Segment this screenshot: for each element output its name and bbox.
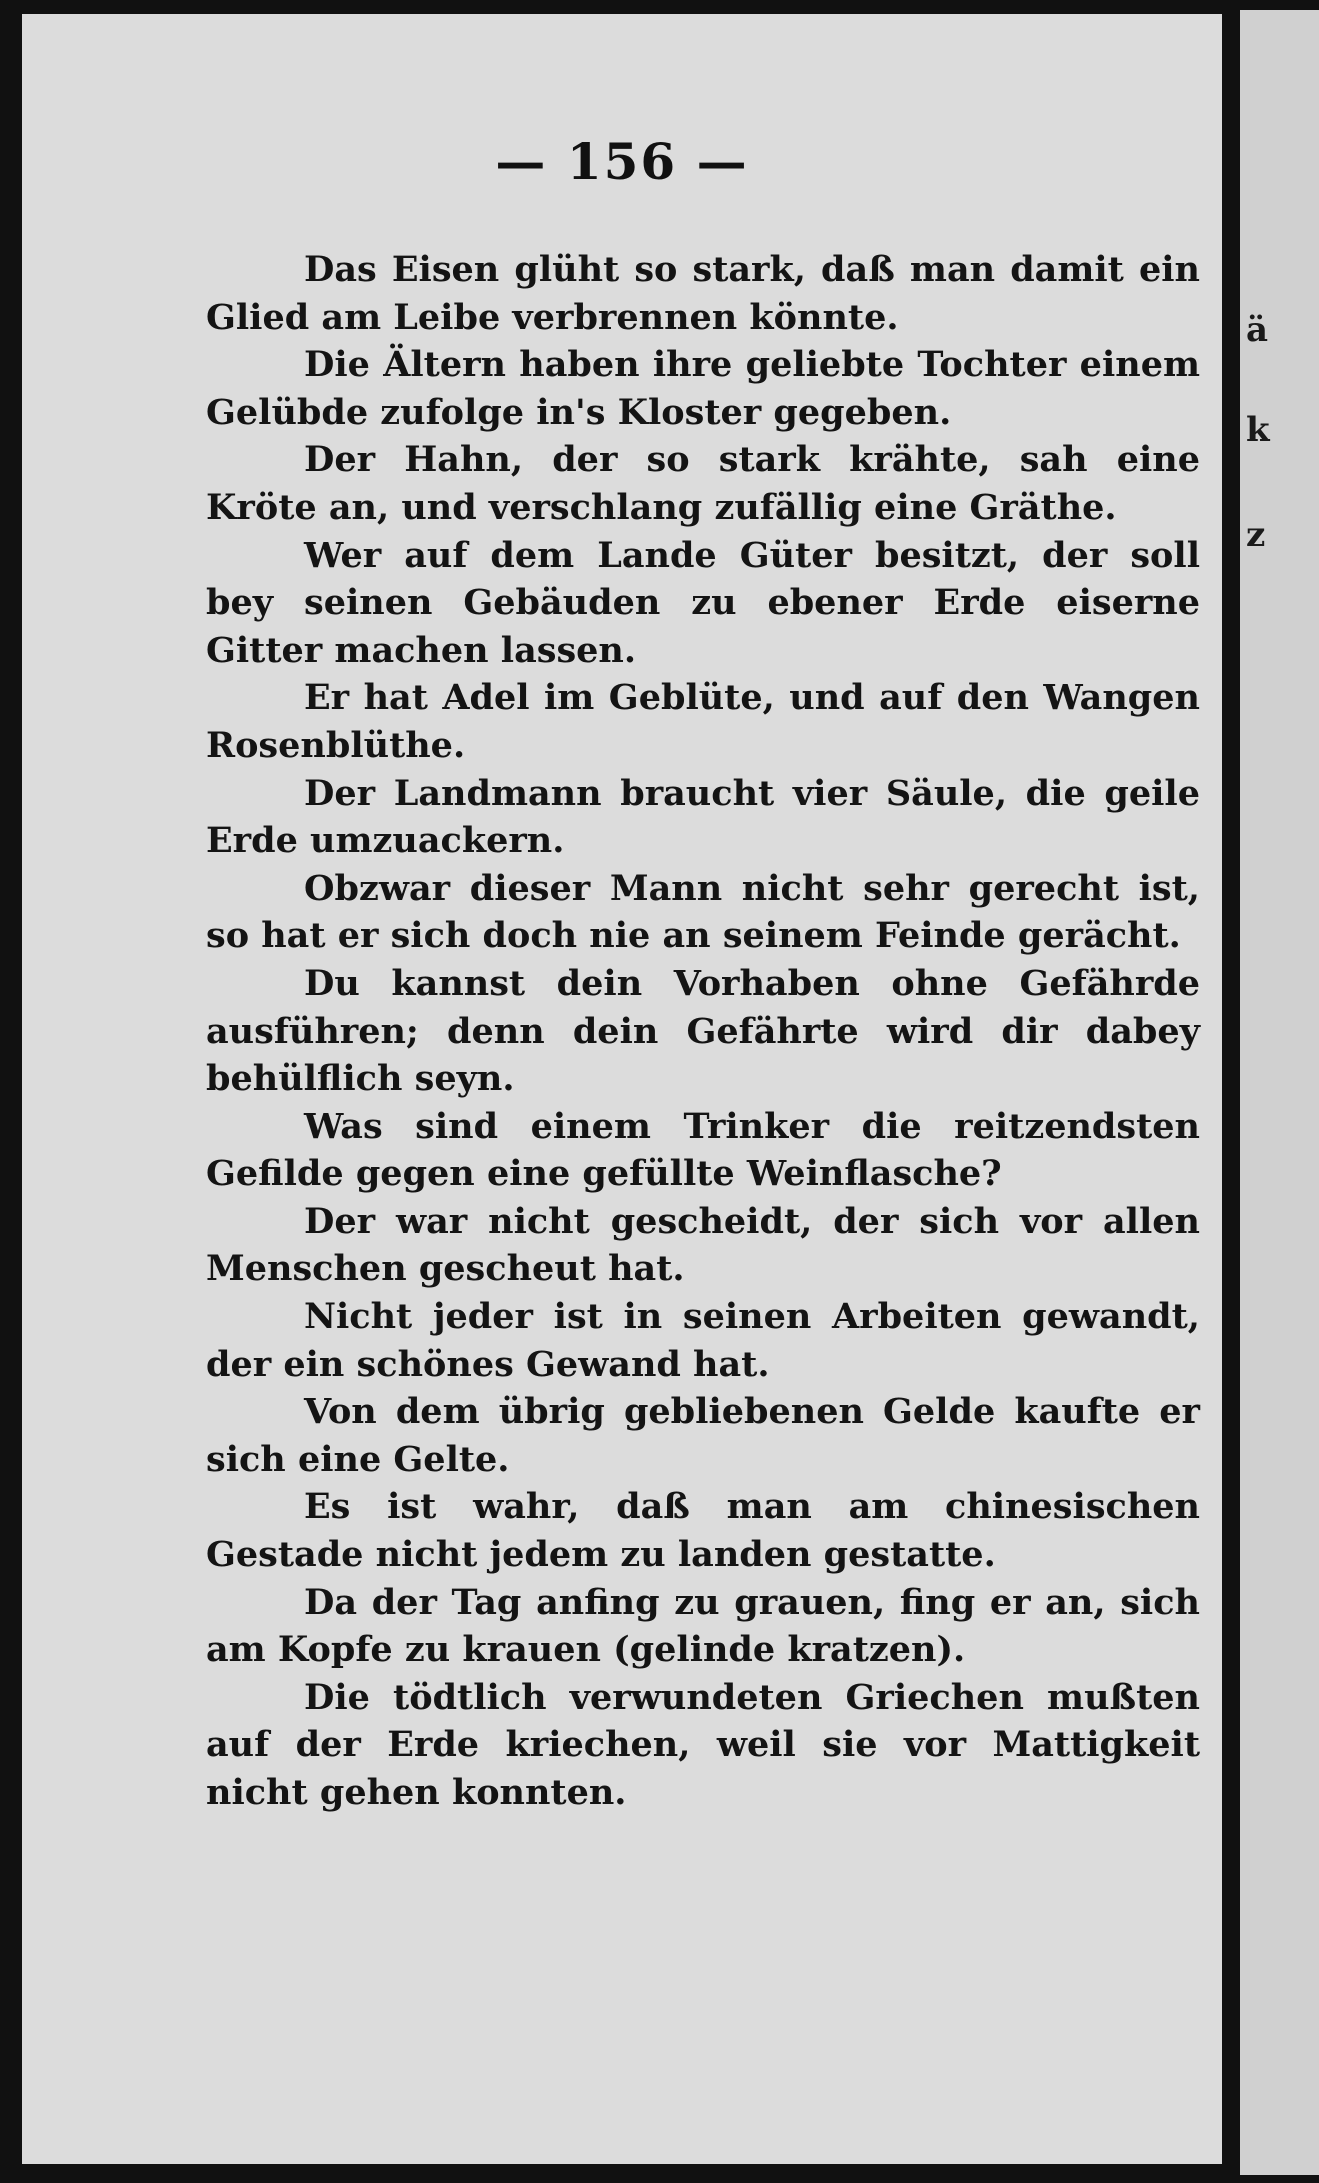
paragraph: Obzwar dieser Mann nicht sehr gerecht ist, so hat er sich doch nie an seinem Feinde gerächt. bbox=[206, 867, 1200, 957]
adjacent-page-edge bbox=[1240, 10, 1319, 2175]
paragraph: Nicht jeder ist in seinen Arbeiten gewandt, der ein schönes Gewand hat. bbox=[206, 1296, 1200, 1385]
book-page bbox=[22, 14, 1222, 2164]
paragraph: Von dem übrig gebliebenen Gelde kaufte er sich eine Gelte. bbox=[206, 1391, 1200, 1480]
paragraph: Wer auf dem Lande Güter besitzt, der soll bey seinen Gebäuden zu ebener Erde eiserne Gitter machen lassen. bbox=[206, 534, 1200, 671]
next-page-fragment: z bbox=[1246, 515, 1266, 555]
paragraph: Der Landmann braucht vier Säule, die geile Erde umzuackern. bbox=[206, 772, 1200, 862]
paragraph: Das Eisen glüht so stark, daß man damit ein Glied am Leibe verbrennen könnte. bbox=[206, 249, 1200, 338]
paragraph: Die tödtlich verwundeten Griechen mußten auf der Erde kriechen, weil sie vor Mattigkeit nicht gehen konnten. bbox=[206, 1676, 1200, 1813]
next-page-fragment: k bbox=[1246, 410, 1270, 450]
paragraph: Es ist wahr, daß man am chinesischen Gestade nicht jedem zu landen gestatte. bbox=[206, 1486, 1200, 1576]
paragraph: Der Hahn, der so stark krähte, sah eine Kröte an, und verschlang zufällig eine Gräthe. bbox=[206, 439, 1200, 528]
paragraph: Die Ältern haben ihre geliebte Tochter einem Gelübde zufolge in's Kloster gegeben. bbox=[206, 344, 1200, 433]
text-body bbox=[206, 246, 1200, 1817]
paragraph: Der war nicht gescheidt, der sich vor allen Menschen gescheut hat. bbox=[206, 1200, 1200, 1290]
paragraph: Du kannst dein Vorhaben ohne Gefährde ausführen; denn dein Gefährte wird dir dabey behülflich seyn. bbox=[206, 962, 1200, 1100]
paragraph: Er hat Adel im Geblüte, und auf den Wangen Rosenblüthe. bbox=[206, 677, 1200, 766]
next-page-fragment: ä bbox=[1246, 310, 1269, 350]
page-number: — 156 — bbox=[495, 132, 749, 191]
paragraph: Was sind einem Trinker die reitzendsten Gefilde gegen eine gefüllte Weinflasche? bbox=[206, 1105, 1200, 1195]
paragraph: Da der Tag anfing zu grauen, fing er an, sich am Kopfe zu krauen (gelinde kratzen). bbox=[206, 1581, 1200, 1671]
